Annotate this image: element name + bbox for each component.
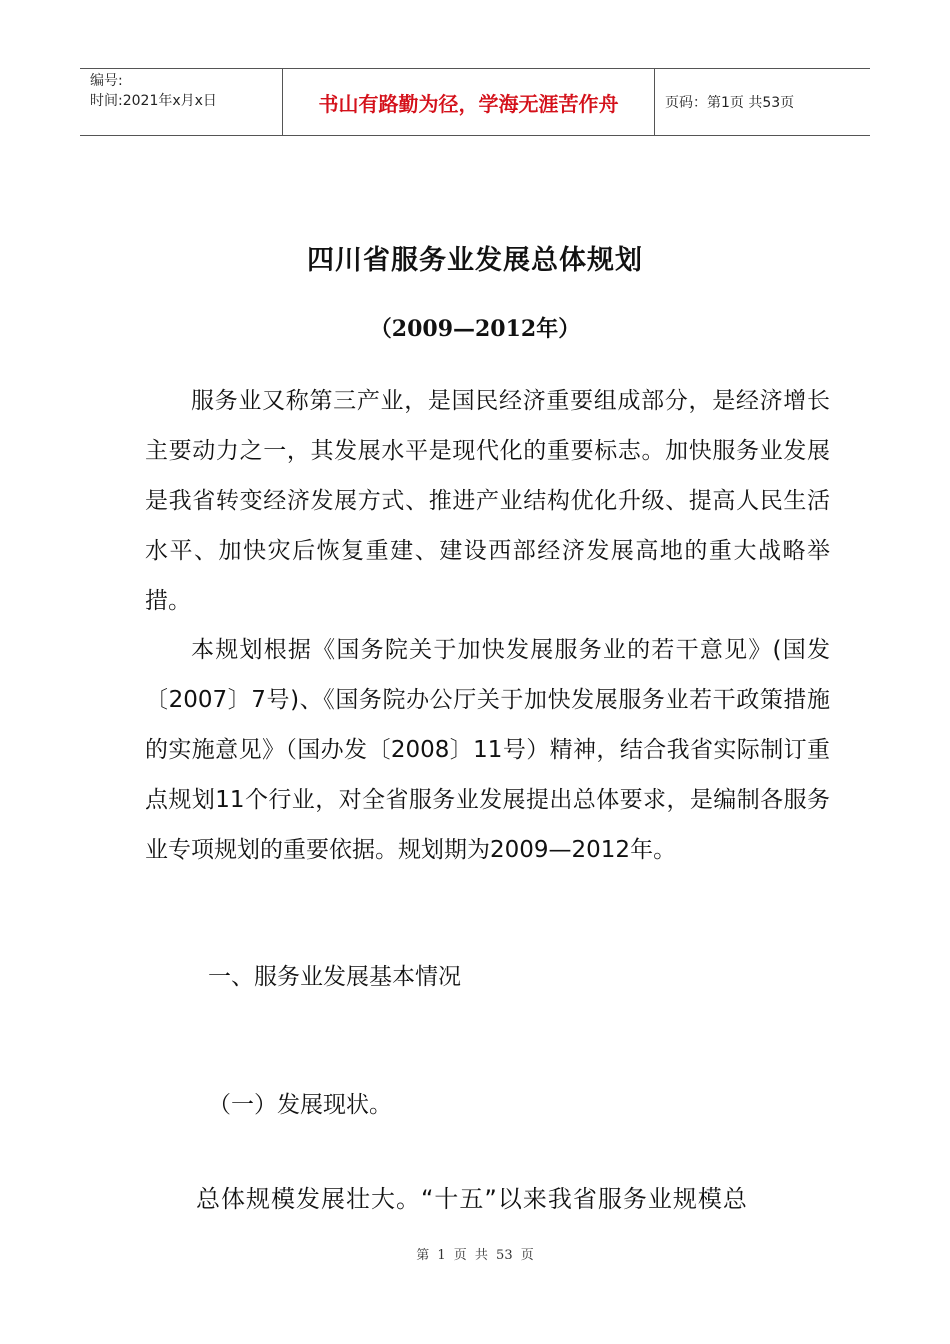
document-subtitle: （2009—2012年） <box>369 316 581 342</box>
page-footer: 第 1 页 共 53 页 <box>416 1248 534 1263</box>
document-header <box>80 68 870 136</box>
number-label: 编号: <box>90 73 123 89</box>
body-paragraph: 总体规模发展壮大。“十五”以来我省服务业规模总 <box>196 1185 748 1213</box>
intro-paragraph: 服务业又称第三产业，是国民经济重要组成部分，是经济增长主要动力之一，其发展水平是现代化的重要标志。加快服务业发展是我省转变经济发展方式、推进产业结构优化升级、提高人民生活水平、加快灾后恢复重建、建设西部经济发展高地的重大战略举措。 <box>145 388 830 614</box>
header-motto: 书山有路勤为径，学海无涯苦作舟 <box>282 69 655 135</box>
header-page-info: 页码：第1页 共53页 <box>665 95 795 111</box>
time-label: 时间:2021年x月x日 <box>90 93 217 109</box>
header-meta <box>80 69 282 135</box>
document-title: 四川省服务业发展总体规划 <box>307 245 643 276</box>
section-heading: 一、服务业发展基本情况 <box>208 964 461 990</box>
subsection-heading: （一）发展现状。 <box>208 1092 392 1118</box>
basis-paragraph: 本规划根据《国务院关于加快发展服务业的若干意见》(国发〔2007〕7号)、《国务院办公厅关于加快发展服务业若干政策措施的实施意见》（国办发〔2008〕11号）精神，结合我省实际制订重点规划11个行业，对全省服务业发展提出总体要求，是编制各服务业专项规划的重要依据。规划期为2009—2012年。 <box>145 637 830 863</box>
